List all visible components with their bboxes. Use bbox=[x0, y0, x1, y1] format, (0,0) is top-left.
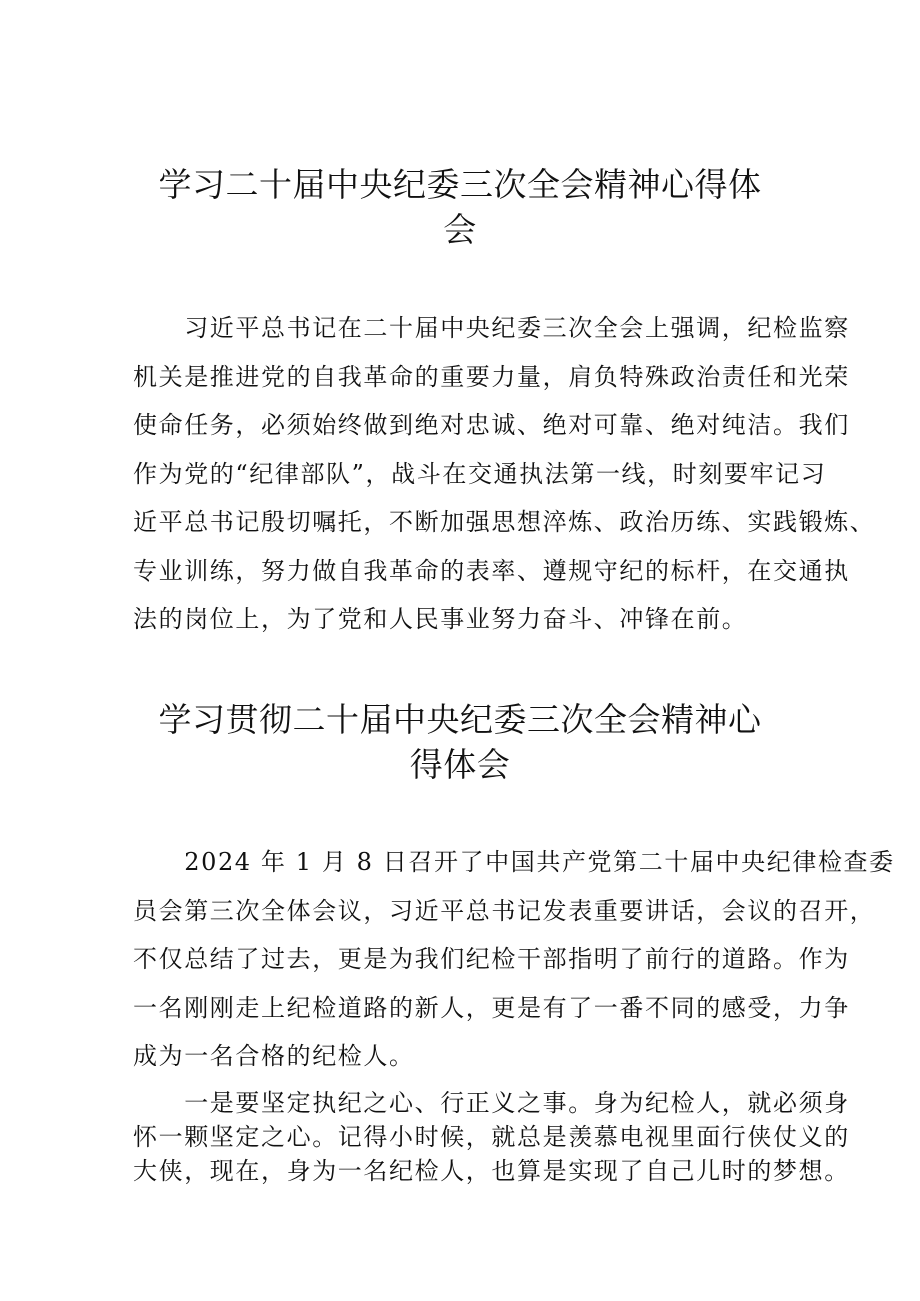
section-2-paragraph-2 bbox=[133, 1086, 850, 1188]
text-line: 专业训练，努力做自我革命的表率、遵规守纪的标杆，在交通执 bbox=[133, 556, 850, 585]
text-line: 成为一名合格的纪检人。 bbox=[133, 1042, 415, 1070]
text-line: 员会第三次全体会议，习近平总书记发表重要讲话，会议的召开， bbox=[133, 896, 876, 925]
section-1-title bbox=[120, 162, 800, 252]
text-line: 近平总书记殷切嘱托，不断加强思想淬炼、政治历练、实践锻炼、 bbox=[133, 508, 876, 536]
text-line: 2024 年 1 月 8 日召开了中国共产党第二十届中央纪律检查委 bbox=[133, 848, 895, 876]
text-line: 法的岗位上，为了党和人民事业努力奋斗、冲锋在前。 bbox=[133, 605, 748, 633]
section-2-title bbox=[120, 697, 800, 787]
title-line: 学习贯彻二十届中央纪委三次全会精神心 bbox=[158, 700, 762, 739]
section-1-paragraph bbox=[133, 304, 876, 644]
text-line: 使命任务，必须始终做到绝对忠诚、绝对可靠、绝对纯洁。我们 bbox=[133, 411, 850, 439]
section-2-paragraph bbox=[133, 838, 895, 1081]
text-line: 不仅总结了过去，更是为我们纪检干部指明了前行的道路。作为 bbox=[133, 945, 850, 973]
title-line: 会 bbox=[443, 210, 477, 249]
text-line: 作为党的“纪律部队”，战斗在交通执法第一线，时刻要牢记习 bbox=[133, 459, 827, 488]
text-line: 机关是推进党的自我革命的重要力量，肩负特殊政治责任和光荣 bbox=[133, 362, 850, 391]
text-line: 习近平总书记在二十届中央纪委三次全会上强调，纪检监察 bbox=[133, 314, 850, 342]
text-line: 一名刚刚走上纪检道路的新人，更是有了一番不同的感受，力争 bbox=[133, 993, 850, 1022]
text-line: 怀一颗坚定之心。记得小时候，就总是羡慕电视里面行侠仗义的 bbox=[133, 1123, 850, 1151]
text-line: 一是要坚定执纪之心、行正义之事。身为纪检人，就必须身 bbox=[133, 1089, 850, 1117]
title-line: 学习二十届中央纪委三次全会精神心得体 bbox=[158, 165, 762, 204]
text-line: 大侠，现在，身为一名纪检人，也算是实现了自己儿时的梦想。 bbox=[133, 1157, 850, 1185]
title-line: 得体会 bbox=[409, 745, 511, 784]
